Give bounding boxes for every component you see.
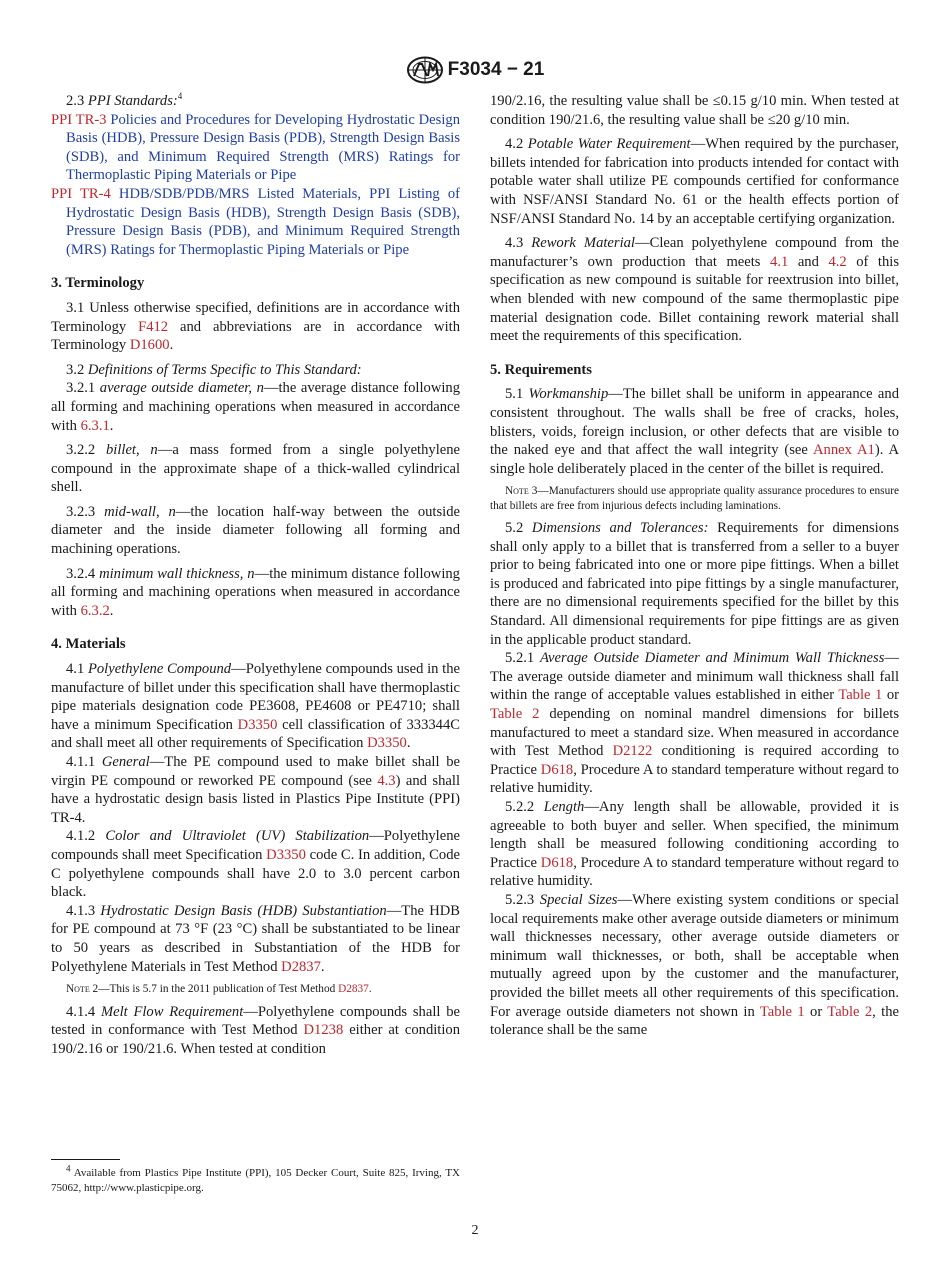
link-d1238[interactable]: D1238 xyxy=(303,1022,344,1039)
link-table-1[interactable]: Table 1 xyxy=(759,1003,805,1020)
ppi-tr3-reference[interactable]: PPI TR-3 Policies and Procedures for Developing Hydrostatic Design Basis (HDB), Pressure Design Basis (PDB), Strength Design Basis (SDB), and Minimum Required Strength (MRS) Ratings for Thermoplastic Piping Materials or Pipe xyxy=(51,111,460,184)
link-d618[interactable]: D618 xyxy=(540,854,574,871)
link-d3350[interactable]: D3350 xyxy=(237,716,278,733)
section-4-heading: 4. Materials xyxy=(51,636,126,653)
paragraph-4-1-1: 4.1.1 General—The PE compound used to make billet shall be virgin PE compound or reworked PE compound (see 4.3) and shall have a hydrostatic design basis listed in Plastics Pipe Institute (PPI) TR-4. xyxy=(51,754,460,826)
paragraph-3-1: 3.1 Unless otherwise specified, definitions are in accordance with Terminology F412 and abbreviations are in accordance with Terminology D1600. xyxy=(51,299,460,354)
page-number: 2 xyxy=(471,1223,479,1238)
link-4-3[interactable]: 4.3 xyxy=(377,772,396,789)
right-column xyxy=(490,92,899,1040)
link-d618[interactable]: D618 xyxy=(540,761,574,778)
note-2: Note 2—This is 5.7 in the 2011 publication of Test Method D2837. xyxy=(66,983,372,996)
paragraph-5-2-3: 5.2.3 Special Sizes—Where existing system conditions or special local requirements make other average outside diameters or minimum wall thicknesses necessary, other average outside diameters or minimum wall thicknesses, or both, shall be acceptable when mutually agreed upon by the customer and the manufacturer, provided the billet meets all other requirements of this specification. For average outside diameters not shown in Table 1 or Table 2, the tolerance shall be the same xyxy=(490,891,900,1039)
footnote-divider xyxy=(51,1159,120,1160)
link-6-3-1[interactable]: 6.3.1 xyxy=(80,417,110,434)
paragraph-3-2-2: 3.2.2 billet, n—a mass formed from a single polyethylene compound in the approximate shape of a thick-walled cylindrical shell. xyxy=(51,442,460,496)
paragraph-4-1-4-continued: 190/2.16, the resulting value shall be ≤0.15 g/10 min. When tested at condition 190/21.6, the resulting value shall be ≤20 g/10 min. xyxy=(490,93,899,128)
paragraph-4-1-3: 4.1.3 Hydrostatic Design Basis (HDB) Substantiation—The HDB for PE compound at 73 °F (23 °C) shall be substantiated to be linear to 50 years as described in Substantiation of the HDB for Polyethylene Materials in Test Method D2837. xyxy=(51,902,461,975)
page-header xyxy=(0,56,950,84)
paragraph-5-2-1: 5.2.1 Average Outside Diameter and Minimum Wall Thickness— The average outside diameter and minimum wall thickness shall fall within the range of acceptable values established in either Table 1 or Table 2 depending on nominal mandrel dimensions for billets manufactured to meet a standard size. When measured in accordance with Test Method D2122 conditioning is required according to Practice D618, Procedure A to standard temperature without regard to relative humidity. xyxy=(490,650,899,797)
link-d3350[interactable]: D3350 xyxy=(367,735,407,752)
paragraph-4-3: 4.3 Rework Material—Clean polyethylene compound from the manufacturer’s own production that meets 4.1 and 4.2 of this specification as new compound is suitable for reextrusion into billet, when blended with new compound of the same thermoplastic pipe material designation code. Billet containing rework material shall meet the requirements of this specification. xyxy=(490,235,900,345)
section-2-3-heading: 2.3 PPI Standards:$^4$ xyxy=(66,91,183,109)
paragraph-5-1: 5.1 Workmanship—The billet shall be uniform in appearance and consistent throughout. The walls shall be free of cracks, holes, blisters, voids, foreign inclusion, or other defects that are visible to the naked eye and that affect the wall integrity (see Annex A1). A single hole deliberately placed in the center of the billet is required. xyxy=(490,386,900,477)
ppi-tr4-reference[interactable]: PPI TR-4 HDB/SDB/PDB/MRS Listed Materials, PPI Listing of Hydrostatic Design Basis (HDB), Strength Design Basis (SDB), Pressure Design Basis (PDB), and Minimum Required Strength (MRS) Ratings for Thermoplastic Piping Materials or Pipe xyxy=(51,185,460,258)
link-annex-a1[interactable]: Annex A1 xyxy=(813,442,875,459)
section-3-heading: 3. Terminology xyxy=(51,275,145,292)
paragraph-4-1-4: 4.1.4 Melt Flow Requirement—Polyethylene compounds shall be tested in conformance with Test Method D1238 either at condition 190/2.16 or 190/21.6. When tested at condition xyxy=(51,1003,461,1057)
paragraph-5-2-2: 5.2.2 Length—Any length shall be allowable, provided it is agreeable to both buyer and seller. When specified, the minimum length shall be measured following conditioning according to Practice D618, Procedure A to standard temperature without regard to relative humidity. xyxy=(490,799,899,890)
left-column xyxy=(51,92,460,1058)
link-table-1[interactable]: Table 1 xyxy=(838,687,883,704)
paragraph-4-2: 4.2 Potable Water Requirement—When required by the purchaser, billets intended for fabrication into products intended for contact with potable water shall utilize PE compounds certified for conformance with NSF/ANSI Standard No. 61 or the health effects portion of NSF/ANSI Standard No. 14 by an acceptable certifying organization. xyxy=(490,136,899,227)
link-table-2[interactable]: Table 2 xyxy=(490,706,540,723)
footnote-4: $^4$ Available from Plastics Pipe Institute (PPI), 105 Decker Court, Suite 825, Irving, TX 75062, http://www.plasticpipe.org. xyxy=(51,1163,460,1194)
link-d3350[interactable]: D3350 xyxy=(266,846,306,863)
astm-logo-icon xyxy=(406,56,444,84)
link-d1600[interactable]: D1600 xyxy=(129,337,170,354)
link-d2122[interactable]: D2122 xyxy=(612,743,653,760)
paragraph-4-1-2: 4.1.2 Color and Ultraviolet (UV) Stabilization—Polyethylene compounds shall meet Specification D3350 code C. In addition, Code C polyethylene compounds shall have 2.0 to 3.0 percent carbon black. xyxy=(51,828,460,901)
note-3: Note 3—Manufacturers should use appropriate quality assurance procedures to ensure that billets are free from injurious defects including laminations. xyxy=(490,485,900,512)
link-f412[interactable]: F412 xyxy=(138,318,169,335)
paragraph-3-2-3: 3.2.3 mid-wall, n—the location half-way between the outside diameter and the inside diameter following all forming and machining operations. xyxy=(51,503,460,558)
link-table-2[interactable]: Table 2 xyxy=(827,1003,873,1020)
paragraph-5-2: 5.2 Dimensions and Tolerances: Requirements for dimensions shall only apply to a billet that is transferred from a seller to a buyer prior to being fabricated into one or more pipe fittings. When a billet is produced and fabricated into pipe fittings by a single manufacturer, there are no dimensional requirements specified for the billet by this Standard. All dimensional requirements for pipe fittings are as given in the applicable product standard. xyxy=(490,520,899,648)
link-6-3-2[interactable]: 6.3.2 xyxy=(80,602,110,619)
link-d2837[interactable]: D2837 xyxy=(338,983,369,996)
link-4-2[interactable]: 4.2 xyxy=(828,253,847,270)
document-id: F3034 − 21 xyxy=(447,59,545,80)
link-d2837[interactable]: D2837 xyxy=(281,958,321,975)
link-4-1[interactable]: 4.1 xyxy=(770,253,789,270)
paragraph-3-2-4: 3.2.4 minimum wall thickness, n—the minimum distance following all forming and machining operations when measured in accordance with 6.3.2. xyxy=(51,565,460,619)
paragraph-3-2-1: 3.2.1 average outside diameter, n—the average distance following all forming and machining operations when measured in accordance with 6.3.1. xyxy=(51,380,461,434)
section-5-heading: 5. Requirements xyxy=(490,361,592,378)
paragraph-4-1: 4.1 Polyethylene Compound—Polyethylene compounds used in the manufacture of billet under this specification shall have thermoplastic pipe materials designation code PE3608, PE4608 or PE4710; shall have a minimum Specification D3350 cell classification of 333344C and shall meet all other requirements of Specification D3350. xyxy=(51,661,461,752)
paragraph-3-2: 3.2 Definitions of Terms Specific to This Standard: xyxy=(66,361,362,378)
